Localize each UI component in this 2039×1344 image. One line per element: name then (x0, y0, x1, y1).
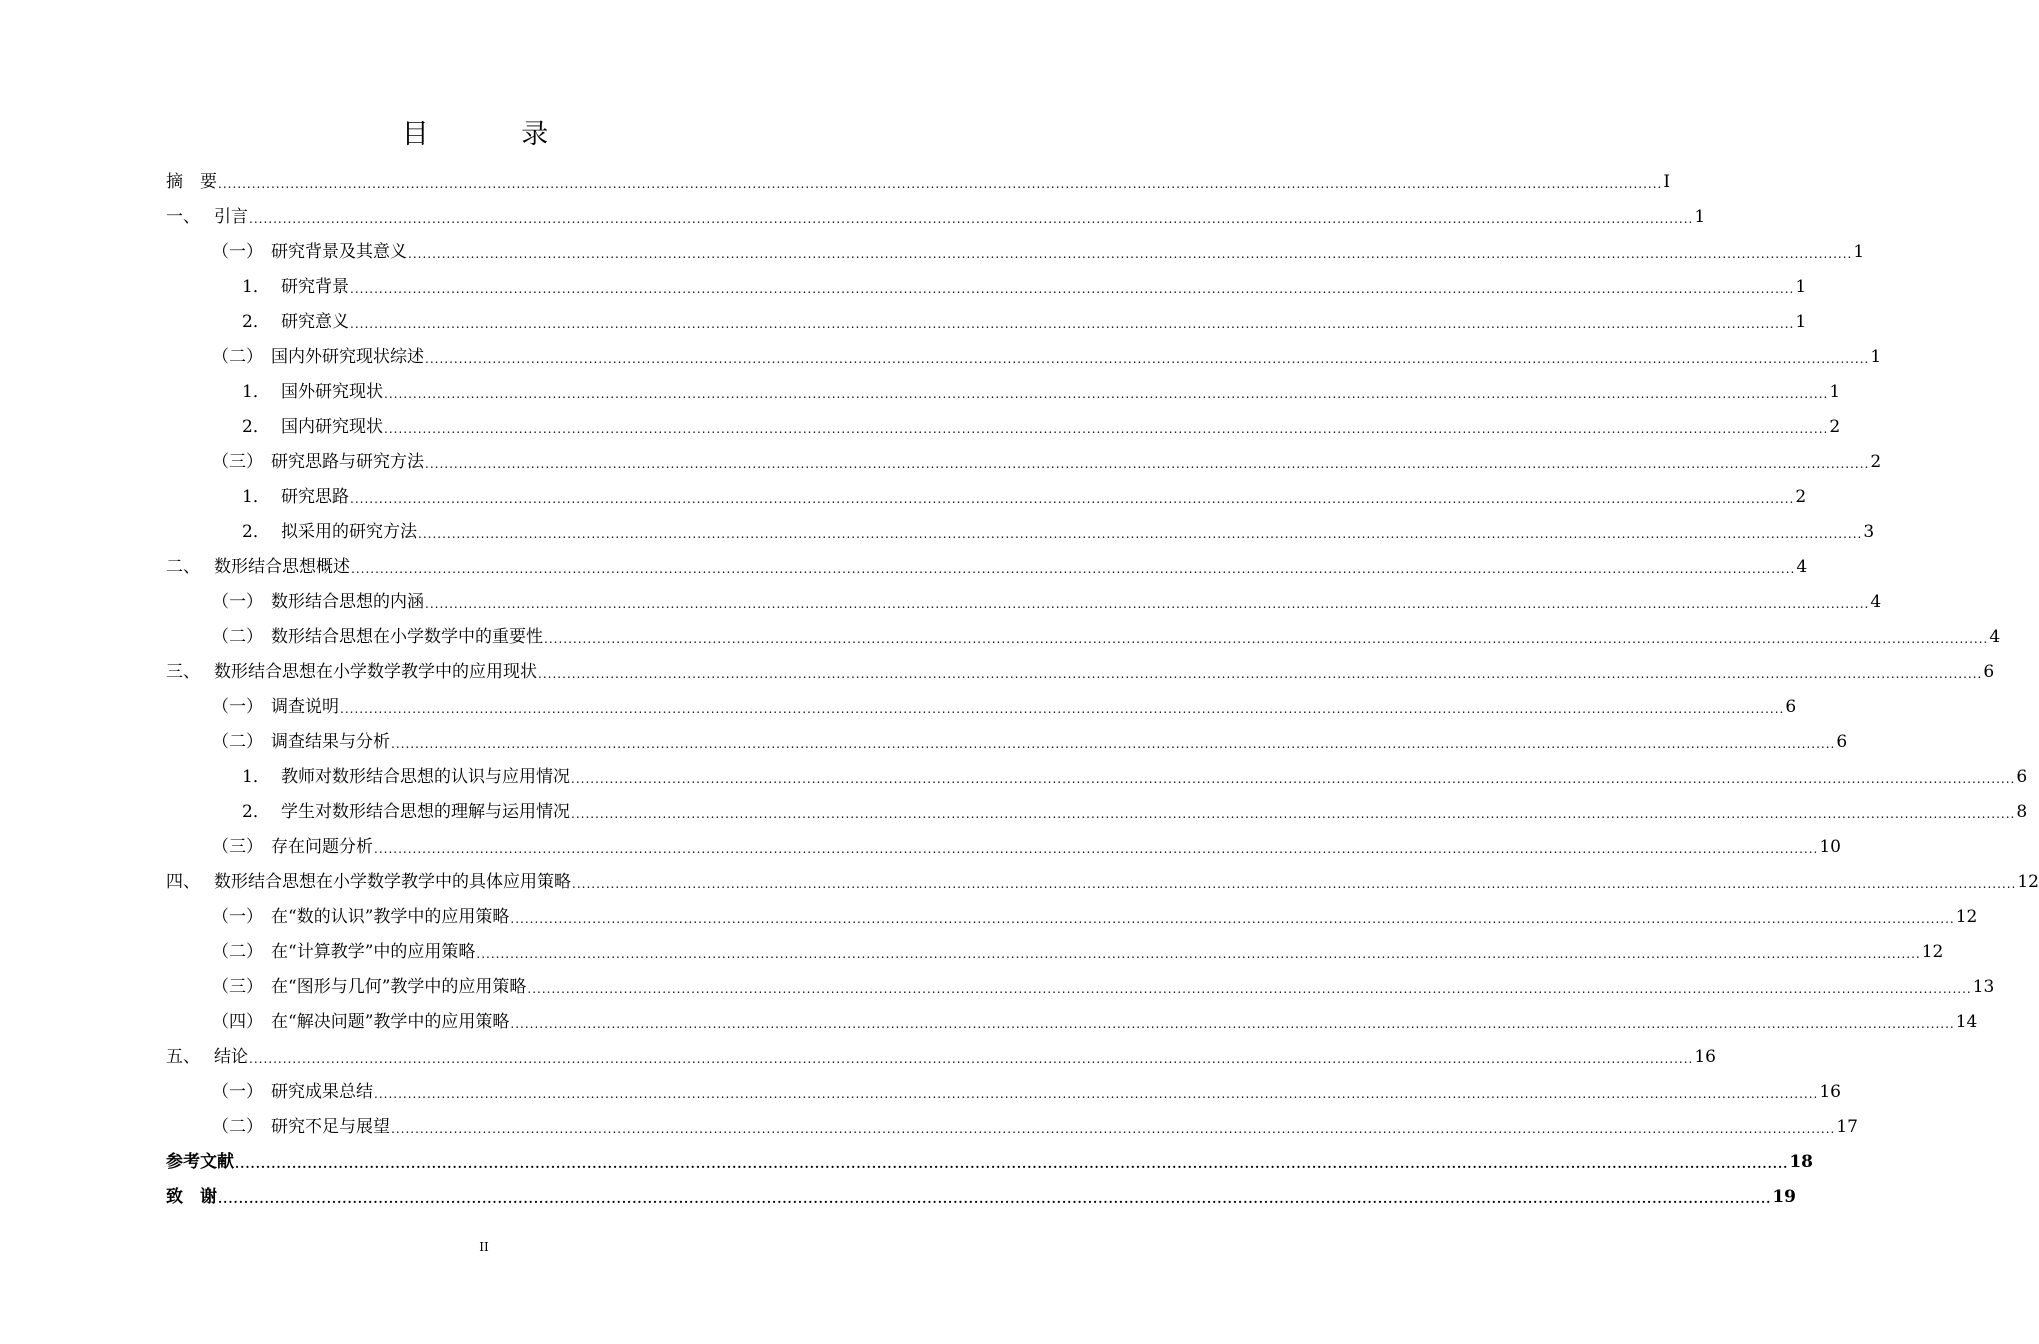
toc-dot-leader: ............................................................................................................................................................................................................................................................................................................ (544, 632, 1989, 646)
toc-dot-leader: ............................................................................................................................................................................................................................................................................................................ (374, 842, 1819, 856)
toc-entry-title: 研究意义 (281, 312, 349, 332)
toc-dot-leader: ............................................................................................................................................................................................................................................................................................................ (351, 562, 1796, 576)
toc-entry[interactable] (212, 1068, 1841, 1102)
toc-dot-leader: ............................................................................................................................................................................................................................................................................................................ (391, 1122, 1836, 1136)
toc-entry-title: 引言 (214, 207, 248, 227)
toc-entry[interactable] (212, 333, 1882, 367)
toc-entry-number: （二） (212, 347, 263, 367)
toc-entry[interactable] (166, 1033, 1716, 1067)
toc-entry[interactable] (212, 718, 1848, 752)
toc-entry-title: 存在问题分析 (271, 837, 373, 857)
page-number-footer: II (479, 1240, 489, 1254)
toc-entry[interactable] (166, 1173, 1796, 1207)
toc-entry[interactable] (242, 368, 1841, 402)
toc-entry-title: 国内外研究现状综述 (271, 347, 424, 367)
toc-dot-leader: ............................................................................................................................................................................................................................................................................................................ (391, 737, 1836, 751)
toc-entry-page: 6 (1836, 732, 1848, 752)
toc-entry-page: 10 (1819, 837, 1841, 857)
toc-entry[interactable] (212, 438, 1882, 472)
toc-entry[interactable] (212, 613, 2001, 647)
toc-entry-page: 1 (1853, 242, 1865, 262)
toc-entry-page: 19 (1772, 1187, 1796, 1207)
toc-entry[interactable] (212, 228, 1865, 262)
toc-entry-number: （一） (212, 592, 263, 612)
toc-title: 目 录 (401, 119, 591, 150)
toc-dot-leader: ............................................................................................................................................................................................................................................................................................................ (571, 807, 2016, 821)
toc-entry-title: 数形结合思想在小学数学教学中的具体应用策略 (214, 872, 571, 892)
toc-entry-number: 1． (242, 487, 270, 507)
toc-entry[interactable] (242, 403, 1841, 437)
toc-entry-page: 1 (1795, 277, 1807, 297)
toc-entry[interactable] (212, 1103, 1858, 1137)
toc-entry-page: 2 (1795, 487, 1807, 507)
toc-entry-title: 教师对数形结合思想的认识与应用情况 (281, 767, 570, 787)
toc-entry-number: 2． (242, 802, 270, 822)
toc-dot-leader: ............................................................................................................................................................................................................................................................................................................ (425, 597, 1870, 611)
toc-entry-page: I (1663, 172, 1671, 192)
toc-entry-title: 在“计算教学”中的应用策略 (271, 942, 476, 962)
toc-entry[interactable] (212, 683, 1797, 717)
toc-entry-title: 研究思路与研究方法 (271, 452, 424, 472)
toc-entry-title: 研究背景及其意义 (271, 242, 407, 262)
toc-entry-page: 1 (1829, 382, 1841, 402)
toc-dot-leader: ............................................................................................................................................................................................................................................................................................................ (249, 1052, 1694, 1066)
toc-entry[interactable] (212, 998, 1978, 1032)
toc-entry-title: 结论 (214, 1047, 248, 1067)
toc-entry[interactable] (166, 543, 1808, 577)
toc-entry[interactable] (166, 1138, 1813, 1172)
toc-entry-page: 12 (1955, 907, 1978, 927)
toc-entry-page: 2 (1829, 417, 1841, 437)
toc-entry-page: 4 (1796, 557, 1808, 577)
toc-dot-leader: ............................................................................................................................................................................................................................................................................................................ (425, 457, 1870, 471)
toc-entry-number: 1． (242, 382, 270, 402)
toc-entry[interactable] (242, 263, 1807, 297)
toc-entry-title: 在“数的认识”教学中的应用策略 (271, 907, 510, 927)
toc-dot-leader: ............................................................................................................................................................................................................................................................................................................ (218, 177, 1663, 191)
toc-dot-leader: ............................................................................................................................................................................................................................................................................................................ (350, 317, 1795, 331)
toc-entry-number: 一、 (166, 207, 200, 227)
toc-entry-page: 4 (1870, 592, 1882, 612)
toc-entry-title: 国外研究现状 (281, 382, 383, 402)
toc-entry-page: 13 (1972, 977, 1995, 997)
toc-entry[interactable] (212, 928, 1944, 962)
toc-entry-number: 五、 (166, 1047, 200, 1067)
toc-entry-title: 数形结合思想在小学数学中的重要性 (271, 627, 543, 647)
toc-entry-title: 调查结果与分析 (271, 732, 390, 752)
toc-entry-number: 三、 (166, 662, 200, 682)
toc-entry[interactable] (212, 823, 1841, 857)
toc-entry-page: 18 (1789, 1152, 1813, 1172)
toc-entry-number: 2． (242, 312, 270, 332)
toc-dot-leader: ............................................................................................................................................................................................................................................................................................................ (527, 982, 1972, 996)
toc-dot-leader: ............................................................................................................................................................................................................................................................................................................ (340, 702, 1785, 716)
toc-entry-number: （二） (212, 1117, 263, 1137)
toc-dot-leader: ............................................................................................................................................................................................................................................................................................................ (510, 1017, 1955, 1031)
toc-entry-title: 数形结合思想概述 (214, 557, 350, 577)
toc-dot-leader: ............................................................................................................................................................................................................................................................................................................ (235, 1157, 1789, 1171)
toc-dot-leader: ............................................................................................................................................................................................................................................................................................................ (384, 387, 1829, 401)
toc-dot-leader: ............................................................................................................................................................................................................................................................................................................ (384, 422, 1829, 436)
toc-entry-title: 研究思路 (281, 487, 349, 507)
toc-dot-leader: ............................................................................................................................................................................................................................................................................................................ (374, 1087, 1819, 1101)
toc-dot-leader: ............................................................................................................................................................................................................................................................................................................ (572, 877, 2017, 891)
toc-entry-page: 14 (1955, 1012, 1978, 1032)
toc-entry[interactable] (166, 648, 1995, 682)
toc-entry-title: 数形结合思想在小学数学教学中的应用现状 (214, 662, 537, 682)
toc-entry-page: 4 (1989, 627, 2001, 647)
toc-entry-number: （一） (212, 907, 263, 927)
toc-entry-number: 四、 (166, 872, 200, 892)
toc-entry-page: 16 (1694, 1047, 1716, 1067)
toc-entry[interactable] (242, 473, 1807, 507)
toc-dot-leader: ............................................................................................................................................................................................................................................................................................................ (538, 667, 1983, 681)
toc-entry-number: 1． (242, 767, 270, 787)
toc-entry-page: 16 (1819, 1082, 1841, 1102)
toc-entry[interactable] (242, 753, 2028, 787)
toc-entry-number: （一） (212, 242, 263, 262)
toc-entry[interactable] (212, 963, 1995, 997)
toc-entry-number: （四） (212, 1012, 263, 1032)
toc-dot-leader: ............................................................................................................................................................................................................................................................................................................ (425, 352, 1870, 366)
toc-entry-number: 1． (242, 277, 270, 297)
toc-entry[interactable] (166, 858, 2039, 892)
toc-entry-page: 12 (1921, 942, 1944, 962)
toc-dot-leader: ............................................................................................................................................................................................................................................................................................................ (408, 247, 1853, 261)
toc-entry-page: 1 (1870, 347, 1882, 367)
toc-entry[interactable] (242, 298, 1807, 332)
toc-dot-leader: ............................................................................................................................................................................................................................................................................................................ (218, 1192, 1772, 1206)
toc-entry-page: 6 (1983, 662, 1995, 682)
toc-entry-number: 2． (242, 522, 270, 542)
toc-entry-number: （三） (212, 837, 263, 857)
toc-entry-title: 研究不足与展望 (271, 1117, 390, 1137)
toc-entry-title: 学生对数形结合思想的理解与运用情况 (281, 802, 570, 822)
toc-dot-leader: ............................................................................................................................................................................................................................................................................................................ (350, 492, 1795, 506)
toc-entry-page: 2 (1870, 452, 1882, 472)
toc-entry-title: 摘 要 (166, 172, 217, 192)
toc-entry-title: 在“解决问题”教学中的应用策略 (271, 1012, 510, 1032)
toc-entry[interactable] (212, 893, 1978, 927)
toc-dot-leader: ............................................................................................................................................................................................................................................................................................................ (418, 527, 1863, 541)
toc-entry-title: 在“图形与几何”教学中的应用策略 (271, 977, 527, 997)
toc-entry-title: 参考文献 (166, 1152, 234, 1172)
toc-entry-title: 数形结合思想的内涵 (271, 592, 424, 612)
toc-dot-leader: ............................................................................................................................................................................................................................................................................................................ (571, 772, 2016, 786)
toc-entry-page: 8 (2016, 802, 2028, 822)
toc-entry-number: （一） (212, 697, 263, 717)
toc-entry[interactable] (166, 193, 1706, 227)
toc-entry-number: （二） (212, 732, 263, 752)
toc-entry-title: 国内研究现状 (281, 417, 383, 437)
toc-entry-title: 研究成果总结 (271, 1082, 373, 1102)
toc-entry-title: 调查说明 (271, 697, 339, 717)
toc-entry-number: 2． (242, 417, 270, 437)
toc-entry-page: 17 (1836, 1117, 1858, 1137)
toc-entry-title: 研究背景 (281, 277, 349, 297)
toc-entry[interactable] (242, 508, 1875, 542)
toc-entry[interactable] (242, 788, 2028, 822)
toc-dot-leader: ............................................................................................................................................................................................................................................................................................................ (249, 212, 1694, 226)
toc-dot-leader: ............................................................................................................................................................................................................................................................................................................ (350, 282, 1795, 296)
toc-dot-leader: ............................................................................................................................................................................................................................................................................................................ (476, 947, 1921, 961)
toc-entry-title: 致 谢 (166, 1187, 217, 1207)
toc-entry-page: 1 (1795, 312, 1807, 332)
toc-dot-leader: ............................................................................................................................................................................................................................................................................................................ (510, 912, 1955, 926)
toc-entry[interactable] (166, 158, 1671, 192)
toc-entry-page: 1 (1694, 207, 1706, 227)
toc-entry-number: （三） (212, 452, 263, 472)
toc-entry-number: 二、 (166, 557, 200, 577)
toc-entry-page: 6 (2016, 767, 2028, 787)
toc-entry-title: 拟采用的研究方法 (281, 522, 417, 542)
toc-entry-number: （二） (212, 627, 263, 647)
toc-entry[interactable] (212, 578, 1882, 612)
toc-entry-number: （三） (212, 977, 263, 997)
toc-entry-number: （二） (212, 942, 263, 962)
toc-entry-page: 6 (1785, 697, 1797, 717)
toc-entry-page: 12 (2017, 872, 2039, 892)
toc-entry-page: 3 (1863, 522, 1875, 542)
toc-entry-number: （一） (212, 1082, 263, 1102)
